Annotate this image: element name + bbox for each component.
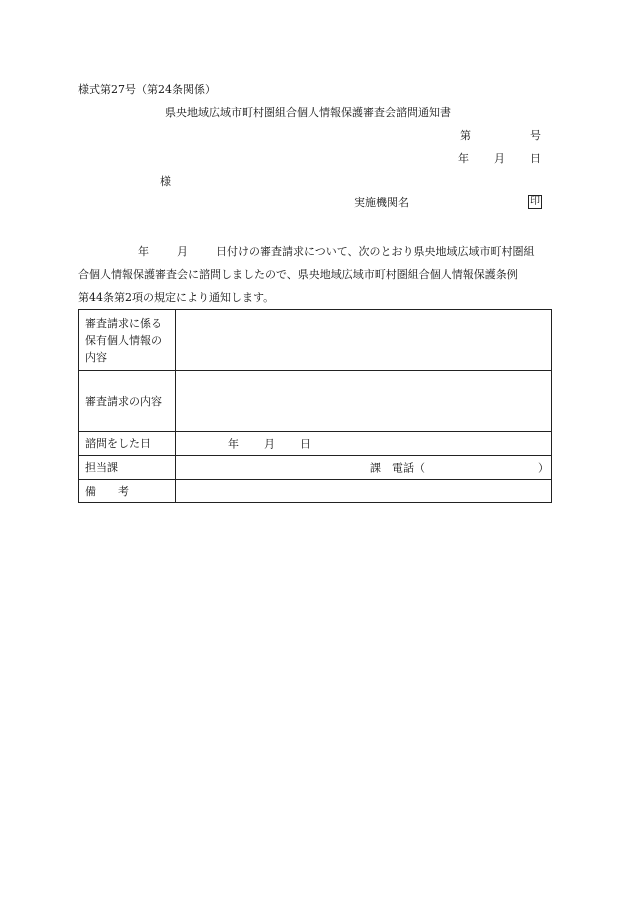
remarks-value[interactable] — [176, 480, 552, 503]
personal-info-value[interactable] — [176, 310, 552, 371]
personal-info-label — [79, 310, 176, 371]
department-label: 担当課 — [79, 456, 176, 480]
department-value[interactable] — [176, 456, 552, 480]
table-row — [79, 480, 552, 503]
department-phone-label: 電話（ — [392, 461, 425, 474]
date-year: 年 — [458, 152, 469, 165]
table-row — [79, 310, 552, 371]
personal-info-label-line-1: 審査請求に係る — [85, 316, 162, 330]
date-day: 日 — [530, 152, 541, 165]
body-line-2: 合個人情報保護審査会に諮問しましたので、県央地域広域市町村圏組合個人情報保護条例 — [78, 268, 518, 281]
consultation-date-month: 月 — [264, 437, 275, 450]
seal-mark: 印 — [530, 196, 540, 207]
department-ka: 課 — [370, 461, 381, 474]
notice-body — [78, 240, 558, 309]
consultation-date-year: 年 — [228, 437, 239, 450]
date-month: 月 — [494, 152, 505, 165]
personal-info-label-line-2: 保有個人情報の — [85, 333, 162, 347]
personal-info-label-line-3: 内容 — [85, 350, 107, 364]
notice-table — [78, 309, 552, 503]
table-row — [79, 432, 552, 456]
body-line-1-text: 日付けの審査請求について、次のとおり県央地域広域市町村圏組 — [216, 245, 535, 258]
consultation-date-label: 諮問をした日 — [79, 432, 176, 456]
request-content-label: 審査請求の内容 — [79, 371, 176, 432]
body-year: 年 — [138, 245, 149, 258]
remarks-label: 備 考 — [79, 480, 176, 503]
consultation-date-day: 日 — [300, 437, 311, 450]
request-content-value[interactable] — [176, 371, 552, 432]
agency-name-label: 実施機関名 — [354, 196, 409, 209]
body-line-3: 第44条第2項の規定により通知します。 — [78, 291, 275, 304]
document-title: 県央地域広域市町村圏組合個人情報保護審査会諮問通知書 — [165, 106, 451, 119]
table-row — [79, 456, 552, 480]
form-number: 様式第27号（第24条関係） — [78, 83, 216, 96]
table-row — [79, 371, 552, 432]
addressee-suffix: 様 — [160, 175, 171, 188]
body-month: 月 — [177, 245, 188, 258]
department-phone-close: ） — [538, 461, 549, 474]
number-suffix: 号 — [530, 129, 541, 142]
body-line-1 — [78, 240, 558, 263]
number-prefix: 第 — [460, 129, 471, 142]
consultation-date-value[interactable] — [176, 432, 552, 456]
